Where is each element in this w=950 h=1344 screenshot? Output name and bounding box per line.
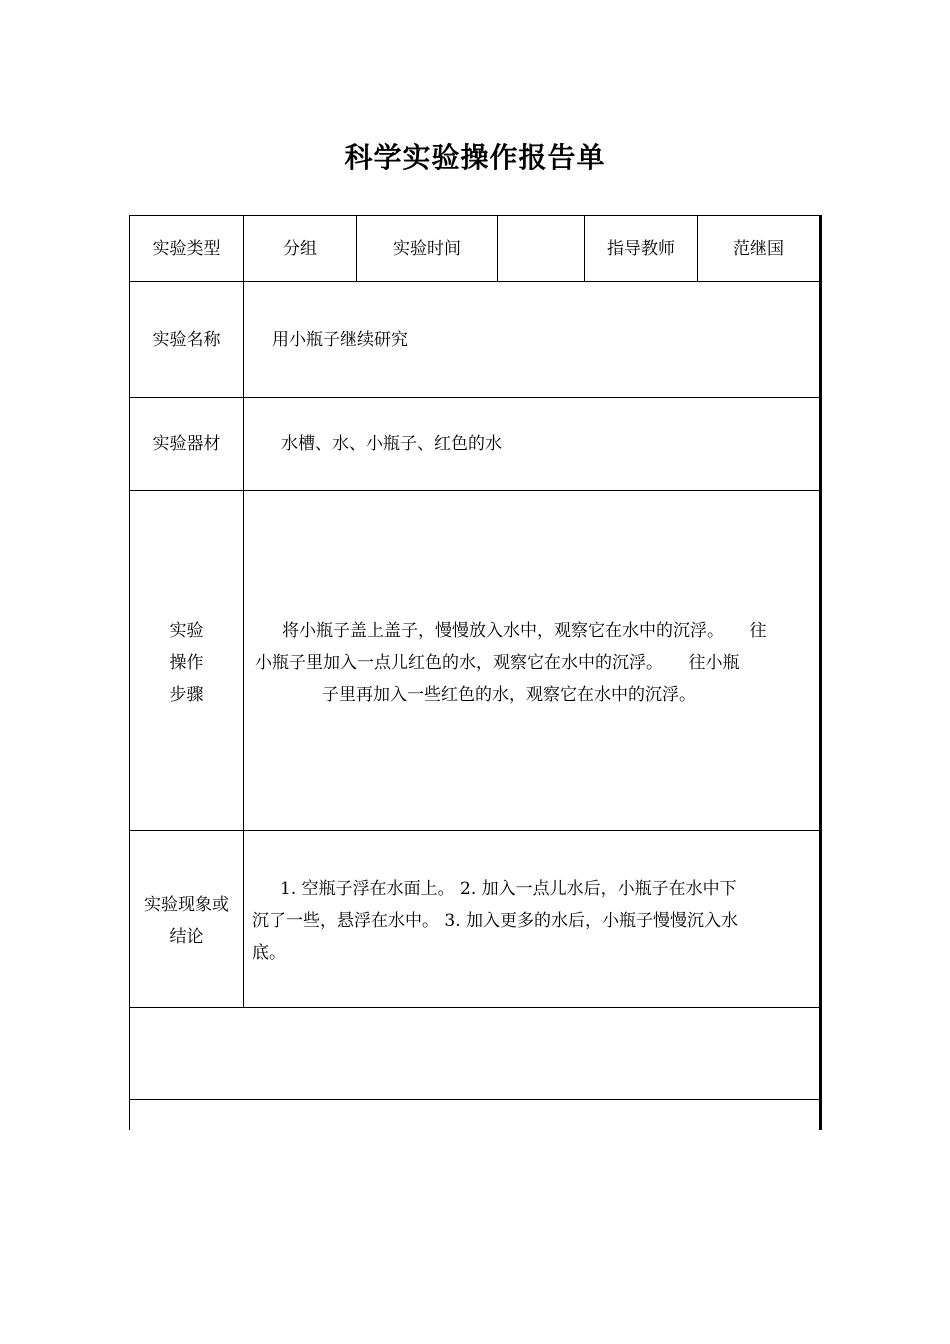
materials-value: 水槽、水、小瓶子、红色的水 xyxy=(281,434,502,454)
steps-label-line: 步骤 xyxy=(169,685,204,705)
conclusion-line: 底。 xyxy=(252,943,286,963)
conclusion-label-line: 结论 xyxy=(169,927,204,947)
teacher-label: 指导教师 xyxy=(607,238,675,259)
time-value xyxy=(498,216,584,281)
page-title: 科学实验操作报告单 xyxy=(344,141,606,174)
steps-line: 将小瓶子盖上盖子，慢慢放入水中，观察它在水中的沉浮。 往 xyxy=(282,621,767,641)
experiment-name-label: 实验名称 xyxy=(152,329,221,350)
experiment-name-value: 用小瓶子继续研究 xyxy=(272,329,408,350)
row-divider xyxy=(129,830,821,831)
table-border-right xyxy=(819,215,822,1130)
row-divider xyxy=(129,490,821,491)
steps-label-line: 操作 xyxy=(169,653,204,673)
conclusion-label xyxy=(130,889,243,953)
steps-line: 子里再加入一些红色的水，观察它在水中的沉浮。 xyxy=(322,685,696,705)
type-value: 分组 xyxy=(283,238,317,259)
type-label: 实验类型 xyxy=(152,238,221,259)
steps-line: 小瓶子里加入一点儿红色的水，观察它在水中的沉浮。 往小瓶 xyxy=(255,653,740,673)
materials-label: 实验器材 xyxy=(152,434,221,454)
steps-content xyxy=(250,615,815,715)
steps-label xyxy=(130,615,243,715)
empty-row xyxy=(130,1008,819,1099)
conclusion-line: 沉了一些，悬浮在水中。 3. 加入更多的水后，小瓶子慢慢沉入水 xyxy=(252,911,739,931)
conclusion-line: 1. 空瓶子浮在水面上。 2. 加入一点儿水后，小瓶子在水中下 xyxy=(280,879,737,899)
empty-row xyxy=(130,1100,819,1130)
column-divider xyxy=(243,281,244,1007)
steps-label-line: 实验 xyxy=(169,621,204,641)
teacher-value: 范继国 xyxy=(733,238,784,259)
conclusion-label-line: 实验现象或 xyxy=(144,895,229,915)
time-label: 实验时间 xyxy=(393,238,461,259)
conclusion-content xyxy=(250,873,815,973)
